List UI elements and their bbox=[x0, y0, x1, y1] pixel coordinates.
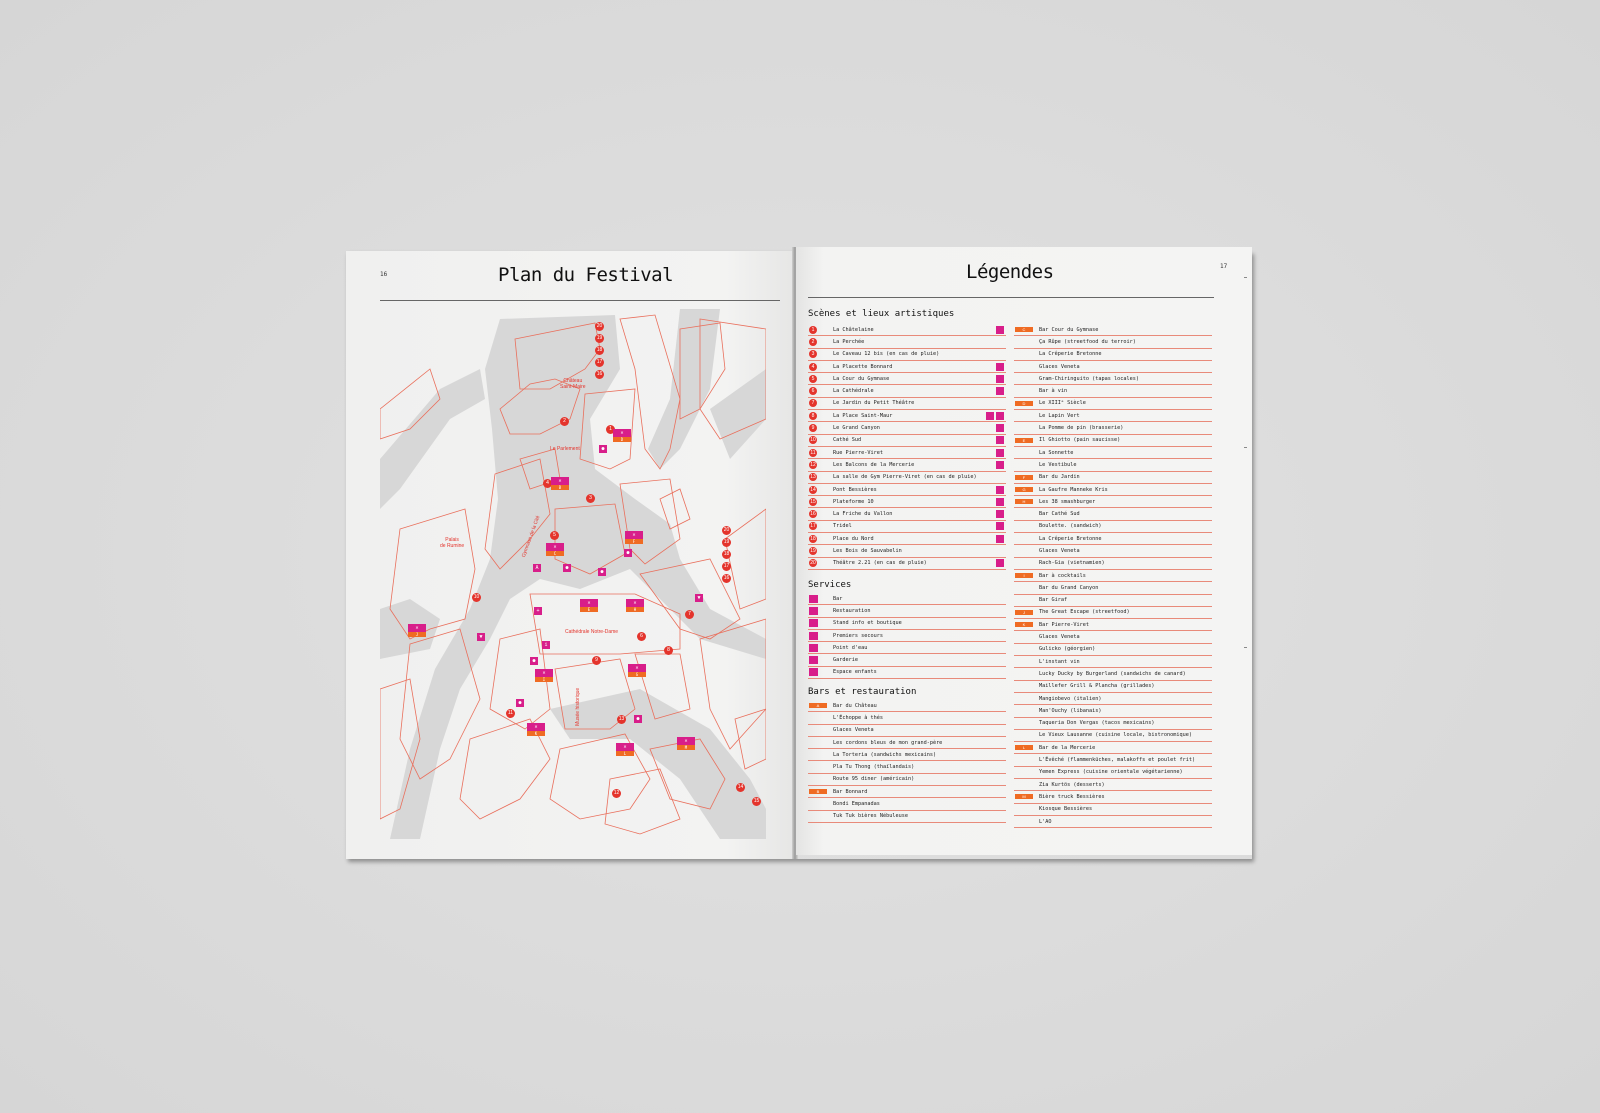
legend-title: Légendes bbox=[966, 261, 1054, 283]
legend-label: Il Ghiotto (pain saucisse) bbox=[1039, 437, 1121, 444]
legend-label: Bar Cour du Gymnase bbox=[1039, 326, 1099, 333]
legend-row bbox=[1014, 324, 1212, 336]
map-pin-16[interactable]: 16 bbox=[596, 371, 603, 377]
legend-row bbox=[808, 667, 1006, 679]
legend-label: Lucky Ducky by Burgerland (sandwichs de canard) bbox=[1039, 670, 1186, 677]
legend-row bbox=[808, 737, 1006, 749]
legend-row bbox=[808, 496, 1006, 508]
legend-label: L'instant vin bbox=[1039, 658, 1080, 665]
legend-label: Bar à cocktails bbox=[1039, 572, 1086, 579]
margin-tick bbox=[1244, 647, 1247, 648]
legend-row bbox=[1014, 385, 1212, 397]
map-bar-f[interactable]: ✕ F bbox=[625, 531, 643, 544]
legend-row bbox=[1014, 816, 1212, 828]
map-pin-15[interactable]: 15 bbox=[753, 798, 760, 804]
legend-label: La Gaufre Manneke Kris bbox=[1039, 486, 1108, 493]
stage-icon bbox=[996, 449, 1004, 457]
legend-row bbox=[808, 654, 1006, 666]
stage-icon bbox=[996, 522, 1004, 530]
legend-label: Restauration bbox=[833, 607, 871, 614]
map-water-icon[interactable]: ● bbox=[599, 445, 607, 453]
map-bar-i[interactable]: ✕ I bbox=[535, 669, 553, 682]
legend-row bbox=[808, 618, 1006, 630]
label-gymnase: Gymnase de la Cité bbox=[520, 514, 542, 559]
map-pin-20[interactable]: 20 bbox=[596, 323, 603, 329]
bar-letter-badge: G bbox=[1015, 487, 1033, 492]
legend-label: Bar à vin bbox=[1039, 388, 1068, 395]
scenes-title: Scènes et lieux artistiques bbox=[808, 309, 955, 319]
legend-row bbox=[1014, 336, 1212, 348]
map-pin-14[interactable]: 14 bbox=[737, 784, 744, 790]
bar-letter-badge: A bbox=[809, 703, 827, 708]
scene-number-badge: 12 bbox=[810, 461, 816, 468]
legend-label: Bar du Château bbox=[833, 702, 877, 709]
scene-number-badge: 8 bbox=[809, 412, 817, 420]
service-icon bbox=[809, 607, 818, 615]
scene-number-badge: 2 bbox=[809, 338, 817, 346]
legend-label: Bar bbox=[833, 595, 843, 602]
legend-row bbox=[1014, 607, 1212, 619]
bar-letter-badge: M bbox=[1015, 794, 1033, 799]
legend-row bbox=[808, 630, 1006, 642]
legend-row bbox=[808, 761, 1006, 773]
legend-label: Man'Ouchy (libanais) bbox=[1039, 707, 1102, 714]
legend-row bbox=[1014, 496, 1212, 508]
legend-label: Bar Pierre-Viret bbox=[1039, 621, 1089, 628]
stage-icon bbox=[996, 461, 1004, 469]
map-pin-17[interactable]: 17 bbox=[596, 359, 603, 365]
scenes-list bbox=[808, 324, 1006, 570]
stage-icon bbox=[996, 510, 1004, 518]
stage-icon bbox=[996, 387, 1004, 395]
legend-label: La Perchée bbox=[833, 338, 865, 345]
legend-row bbox=[808, 508, 1006, 520]
booklet-spread bbox=[346, 251, 1252, 859]
map-bar-d[interactable]: ✕ D bbox=[613, 429, 631, 442]
legend-label: Le Jardin du Petit Théâtre bbox=[833, 400, 915, 407]
legend-row bbox=[1014, 545, 1212, 557]
legend-row bbox=[1014, 754, 1212, 766]
legend-label: L'AO bbox=[1039, 818, 1052, 825]
services-list bbox=[808, 593, 1006, 679]
service-icon bbox=[809, 644, 818, 652]
service-icon bbox=[809, 595, 818, 603]
legend-row bbox=[1014, 447, 1212, 459]
legend-label: Stand info et boutique bbox=[833, 620, 902, 627]
legend-row bbox=[808, 798, 1006, 810]
legend-label: L'Échoppe à thés bbox=[833, 714, 883, 721]
legend-row bbox=[808, 398, 1006, 410]
legend-label: Place du Nord bbox=[833, 535, 874, 542]
legend-label: Le Caveau 12 bis (en cas de pluie) bbox=[833, 351, 940, 358]
service-icon bbox=[809, 619, 818, 627]
scene-number-badge: 4 bbox=[809, 363, 817, 371]
legend-label: Tuk Tuk bières Nébuleuse bbox=[833, 813, 908, 820]
legend-label: Les Bois de Sauvabelin bbox=[833, 547, 902, 554]
legend-label: Bondi Empanadas bbox=[833, 801, 880, 808]
map-pin-12[interactable]: 12 bbox=[613, 790, 620, 796]
label-palais: Palais de Rumine bbox=[440, 537, 465, 549]
legend-row bbox=[808, 533, 1006, 545]
legend-label: Le Lapin Vert bbox=[1039, 412, 1080, 419]
map-pin-20b[interactable]: 20 bbox=[723, 527, 730, 533]
scene-number-badge: 9 bbox=[809, 424, 817, 432]
map-bar-e[interactable]: ✕ E bbox=[580, 599, 598, 612]
legend-label: La Crêperie Bretonne bbox=[1039, 535, 1102, 542]
scene-number-badge: 7 bbox=[809, 399, 817, 407]
legend-label: Bar du Grand Canyon bbox=[1039, 584, 1099, 591]
legend-row bbox=[808, 642, 1006, 654]
legend-row bbox=[1014, 742, 1212, 754]
bars-title: Bars et restauration bbox=[808, 687, 917, 697]
bar-letter-badge: B bbox=[809, 789, 827, 794]
scene-number-badge: 14 bbox=[810, 486, 816, 493]
map-pin-3[interactable]: 3 bbox=[586, 494, 595, 503]
legend-label: Bar Cathé Sud bbox=[1039, 511, 1080, 518]
legend-label: Glaces Veneta bbox=[1039, 547, 1080, 554]
legend-label: Maillefer Grill & Plancha (grillades) bbox=[1039, 683, 1155, 690]
map-pin-5[interactable]: 5 bbox=[550, 531, 559, 540]
stage-icon bbox=[996, 424, 1004, 432]
legend-row bbox=[1014, 459, 1212, 471]
legend-row bbox=[1014, 668, 1212, 680]
map-pin-19[interactable]: 19 bbox=[596, 335, 603, 341]
legend-label: Gram-Chiringuito (tapas locales) bbox=[1039, 375, 1139, 382]
bar-letter-badge: E bbox=[1015, 438, 1033, 443]
legend-label: Bar de la Mercerie bbox=[1039, 744, 1096, 751]
legend-row bbox=[1014, 521, 1212, 533]
legend-label: Bar Bonnard bbox=[833, 788, 868, 795]
legend-row bbox=[1014, 656, 1212, 668]
scene-number-badge: 13 bbox=[810, 474, 816, 481]
legend-row bbox=[808, 472, 1006, 484]
margin-tick bbox=[1244, 447, 1247, 448]
legend-row bbox=[1014, 595, 1212, 607]
legend-row bbox=[808, 336, 1006, 348]
services-title: Services bbox=[808, 580, 852, 590]
legend-row bbox=[1014, 472, 1212, 484]
legend-row bbox=[1014, 435, 1212, 447]
legend-row bbox=[1014, 767, 1212, 779]
legend-label: L'Évêché (flammenküches, malakoffs et poulet frit) bbox=[1039, 757, 1196, 764]
map-pin-16b[interactable]: 16 bbox=[723, 575, 730, 581]
legend-row bbox=[808, 361, 1006, 373]
map-bar-k[interactable]: ✕ K bbox=[527, 723, 545, 736]
legend-label: Bar du Jardin bbox=[1039, 474, 1080, 481]
legend-label: Rue Pierre-Viret bbox=[833, 449, 883, 456]
map-water-icon[interactable]: ● bbox=[530, 657, 538, 665]
legend-row bbox=[1014, 582, 1212, 594]
legend-row bbox=[808, 447, 1006, 459]
margin-tick bbox=[1244, 277, 1247, 278]
map-pin-17b[interactable]: 17 bbox=[723, 563, 730, 569]
legend-row bbox=[1014, 718, 1212, 730]
right-page bbox=[796, 247, 1252, 855]
scene-number-badge: 15 bbox=[810, 498, 816, 505]
label-musee: Musée historique bbox=[575, 687, 582, 726]
legend-row bbox=[1014, 373, 1212, 385]
legend-label: Plateforme 10 bbox=[833, 498, 874, 505]
legend-label: The Great Escape (streetfood) bbox=[1039, 609, 1130, 616]
legend-row bbox=[1014, 791, 1212, 803]
legend-label: Taqueria Don Vergas (tacos mexicains) bbox=[1039, 720, 1155, 727]
legend-label: La salle de Gym Pierre-Viret (en cas de pluie) bbox=[833, 474, 977, 481]
stage-icon bbox=[996, 486, 1004, 494]
legend-row bbox=[808, 422, 1006, 434]
left-page bbox=[346, 251, 794, 859]
page-number-right: 17 bbox=[1220, 263, 1228, 270]
scene-number-badge: 18 bbox=[810, 535, 816, 542]
extra-icon bbox=[986, 412, 994, 420]
bar-letter-badge: C bbox=[1015, 327, 1033, 332]
legend-row bbox=[808, 324, 1006, 336]
legend-label: La Pomme de pin (brasserie) bbox=[1039, 425, 1124, 432]
legend-label: Boulette. (sandwich) bbox=[1039, 523, 1102, 530]
stage-icon bbox=[996, 535, 1004, 543]
bar-letter-badge: J bbox=[1015, 610, 1033, 615]
legend-label: Rach-Gia (vietnamien) bbox=[1039, 560, 1105, 567]
legend-label: Point d'eau bbox=[833, 644, 868, 651]
legend-row bbox=[808, 349, 1006, 361]
legend-row bbox=[1014, 705, 1212, 717]
map-pin-9[interactable]: 9 bbox=[592, 656, 601, 665]
legend-label: Pont Bessières bbox=[833, 486, 877, 493]
legend-row bbox=[1014, 508, 1212, 520]
map-pin-18[interactable]: 18 bbox=[596, 347, 603, 353]
legend-label: La Châtelaine bbox=[833, 326, 874, 333]
legend-label: La Friche du Vallon bbox=[833, 511, 893, 518]
legend-label: Bière truck Bessières bbox=[1039, 793, 1105, 800]
legend-row bbox=[1014, 349, 1212, 361]
legend-row bbox=[1014, 644, 1212, 656]
legend-row bbox=[1014, 631, 1212, 643]
bar-letter-badge: I bbox=[1015, 573, 1033, 578]
legend-row bbox=[808, 521, 1006, 533]
stage-icon bbox=[996, 498, 1004, 506]
legend-row bbox=[1014, 681, 1212, 693]
legend-row bbox=[808, 558, 1006, 570]
map-pin-11[interactable]: 11 bbox=[507, 710, 514, 716]
legend-row bbox=[1014, 804, 1212, 816]
stage-icon bbox=[996, 375, 1004, 383]
map-bar-m[interactable]: ✕ M bbox=[677, 737, 695, 750]
legend-row bbox=[1014, 570, 1212, 582]
page-number-left: 16 bbox=[380, 271, 388, 278]
map-pin-1[interactable]: 1 bbox=[606, 425, 615, 434]
scene-number-badge: 6 bbox=[809, 387, 817, 395]
map-pin-2[interactable]: 2 bbox=[560, 417, 569, 426]
legend-label: Gulicko (géorgien) bbox=[1039, 646, 1096, 653]
map-children-icon[interactable]: A bbox=[533, 564, 541, 572]
map-pin-18b[interactable]: 18 bbox=[723, 551, 730, 557]
map-bar-l[interactable]: ✕ L bbox=[616, 743, 634, 756]
legend-label: Les Balcons de la Mercerie bbox=[833, 461, 915, 468]
map-water-icon[interactable]: ● bbox=[516, 699, 524, 707]
scene-number-badge: 19 bbox=[810, 547, 816, 554]
legend-row bbox=[1014, 693, 1212, 705]
legend-label: La Cathédrale bbox=[833, 388, 874, 395]
legend-row bbox=[1014, 398, 1212, 410]
legend-row bbox=[808, 725, 1006, 737]
map-pin-10[interactable]: 10 bbox=[473, 594, 480, 600]
legend-row bbox=[808, 385, 1006, 397]
legend-row bbox=[1014, 779, 1212, 791]
legend-label: Mangiobevo (italien) bbox=[1039, 695, 1102, 702]
map-title: Plan du Festival bbox=[498, 264, 674, 286]
legend-row bbox=[808, 712, 1006, 724]
legend-row bbox=[808, 786, 1006, 798]
map-bar-icon[interactable]: ▼ bbox=[477, 633, 485, 641]
service-icon bbox=[809, 656, 818, 664]
bars-list-left bbox=[808, 700, 1006, 823]
legend-label: Bar Giraf bbox=[1039, 597, 1068, 604]
label-chateau: Château Saint-Maire bbox=[560, 378, 586, 390]
legend-row bbox=[808, 700, 1006, 712]
legend-label: Tridel bbox=[833, 523, 852, 530]
title-rule bbox=[380, 300, 780, 301]
legend-row bbox=[1014, 361, 1212, 373]
legend-label: Yemen Express (cuisine orientale végétarienne) bbox=[1039, 769, 1183, 776]
scene-number-badge: 11 bbox=[810, 449, 816, 456]
legend-label: Kiosque Bessières bbox=[1039, 806, 1093, 813]
legend-label: Le Grand Canyon bbox=[833, 425, 880, 432]
map-bar-b[interactable]: ✕ B bbox=[551, 477, 569, 490]
map-pin-8[interactable]: 8 bbox=[664, 646, 673, 655]
map-pin-7[interactable]: 7 bbox=[685, 610, 694, 619]
legend-label: Pla Tu Thong (thaïlandais) bbox=[833, 764, 915, 771]
legend-row bbox=[808, 373, 1006, 385]
scene-number-badge: 20 bbox=[810, 560, 816, 567]
legend-label: Glaces Veneta bbox=[833, 727, 874, 734]
bar-letter-badge: K bbox=[1015, 622, 1033, 627]
legend-label: Le XIIIᵉ Siècle bbox=[1039, 400, 1086, 407]
legend-row bbox=[808, 545, 1006, 557]
legend-row bbox=[808, 410, 1006, 422]
stage-icon bbox=[996, 326, 1004, 334]
scene-number-badge: 3 bbox=[809, 350, 817, 358]
label-cathedrale: Cathédrale Notre-Dame bbox=[565, 629, 619, 635]
map-pin-4[interactable]: 4 bbox=[543, 479, 552, 488]
bar-letter-badge: F bbox=[1015, 475, 1033, 480]
map-bar-g[interactable]: ✕ G bbox=[628, 664, 646, 677]
scene-number-badge: 16 bbox=[810, 511, 816, 518]
map-bar-c[interactable]: ✕ C bbox=[546, 543, 564, 556]
scene-number-badge: 1 bbox=[809, 326, 817, 334]
festival-map bbox=[380, 309, 766, 839]
service-icon bbox=[809, 668, 818, 676]
legend-row bbox=[808, 749, 1006, 761]
stage-icon bbox=[996, 363, 1004, 371]
legend-label: Cathé Sud bbox=[833, 437, 862, 444]
legend-row bbox=[1014, 410, 1212, 422]
legend-label: Ça Rûpe (streetfood du terroir) bbox=[1039, 338, 1136, 345]
legend-row bbox=[808, 811, 1006, 823]
legend-label: Garderie bbox=[833, 657, 858, 664]
map-first-aid-icon[interactable]: + bbox=[534, 607, 542, 615]
legend-label: Glaces Veneta bbox=[1039, 634, 1080, 641]
legend-label: Glaces Veneta bbox=[1039, 363, 1080, 370]
map-water-icon[interactable]: ● bbox=[634, 715, 642, 723]
legend-label: La Cour du Gymnase bbox=[833, 375, 890, 382]
scene-number-badge: 5 bbox=[809, 375, 817, 383]
service-icon bbox=[809, 632, 818, 640]
legend-label: Les cordons bleus de mon grand-père bbox=[833, 739, 943, 746]
legend-label: Le Vestibule bbox=[1039, 461, 1077, 468]
scene-number-badge: 17 bbox=[810, 523, 816, 530]
legend-label: Espace enfants bbox=[833, 669, 877, 676]
legend-label: Les 38 smashburger bbox=[1039, 498, 1096, 505]
legend-row bbox=[1014, 422, 1212, 434]
scene-number-badge: 10 bbox=[810, 437, 816, 444]
legend-label: La Placette Bonnard bbox=[833, 363, 893, 370]
legend-row bbox=[808, 593, 1006, 605]
map-water-icon[interactable]: ● bbox=[598, 568, 606, 576]
map-bar-icon[interactable]: ▼ bbox=[695, 594, 703, 602]
legend-row bbox=[808, 605, 1006, 617]
legend-row bbox=[808, 435, 1006, 447]
bar-letter-badge: L bbox=[1015, 745, 1033, 750]
bars-list-right bbox=[1014, 324, 1212, 828]
label-parlement: Le Parlement bbox=[550, 446, 580, 452]
legend-label: La Place Saint-Maur bbox=[833, 412, 893, 419]
map-info-icon[interactable]: i bbox=[542, 641, 550, 649]
legend-rule bbox=[808, 297, 1214, 298]
legend-label: Premiers secours bbox=[833, 632, 883, 639]
stage-icon bbox=[996, 559, 1004, 567]
legend-row bbox=[1014, 558, 1212, 570]
map-pin-19b[interactable]: 19 bbox=[723, 539, 730, 545]
legend-row bbox=[808, 484, 1006, 496]
legend-row bbox=[1014, 619, 1212, 631]
legend-label: La Torteria (sandwichs mexicains) bbox=[833, 751, 937, 758]
legend-label: Zia Kurtös (desserts) bbox=[1039, 781, 1105, 788]
map-pin-6[interactable]: 6 bbox=[637, 632, 646, 641]
stage-icon bbox=[996, 436, 1004, 444]
legend-label: Le Vieux Lausanne (cuisine locale, bistronomique) bbox=[1039, 732, 1193, 739]
stage-icon bbox=[996, 412, 1004, 420]
legend-label: La Sonnette bbox=[1039, 449, 1074, 456]
legend-row bbox=[1014, 484, 1212, 496]
map-water-icon[interactable]: ● bbox=[563, 564, 571, 572]
legend-row bbox=[1014, 533, 1212, 545]
bar-letter-badge: D bbox=[1015, 401, 1033, 406]
legend-row bbox=[808, 459, 1006, 471]
legend-row bbox=[808, 774, 1006, 786]
legend-label: Théâtre 2.21 (en cas de pluie) bbox=[833, 560, 927, 567]
legend-label: La Crêperie Bretonne bbox=[1039, 351, 1102, 358]
bar-letter-badge: H bbox=[1015, 499, 1033, 504]
map-bar-j[interactable]: ✕ J bbox=[408, 624, 426, 637]
legend-label: Route 95 diner (américain) bbox=[833, 776, 915, 783]
map-pin-13[interactable]: 13 bbox=[618, 716, 625, 722]
map-water-icon[interactable]: ● bbox=[624, 549, 632, 557]
map-bar-h[interactable]: ✕ H bbox=[626, 599, 644, 612]
legend-row bbox=[1014, 730, 1212, 742]
